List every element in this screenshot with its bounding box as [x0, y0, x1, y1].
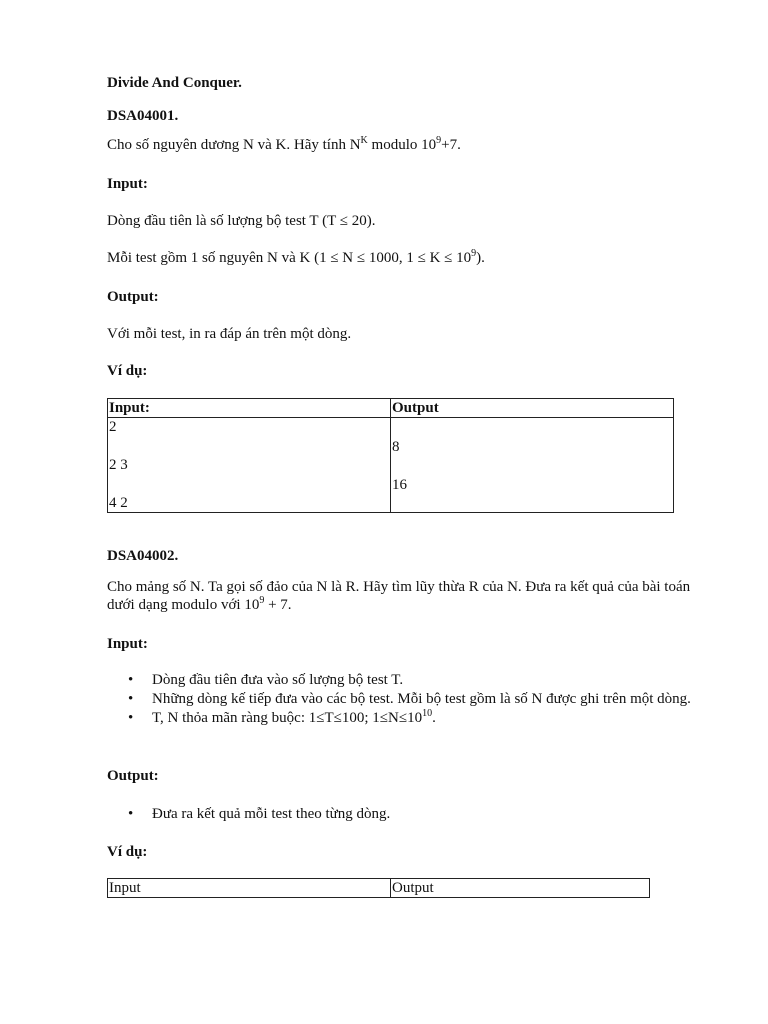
- table-row: [108, 418, 674, 513]
- input-heading-2: Input:: [107, 636, 148, 652]
- problem-statement-1: Cho số nguyên dương N và K. Hãy tính $N^K$ modulo $10^9+7$.: [107, 135, 461, 153]
- problem-statement-2: Cho mảng số N. Ta gọi số đảo của N là R. Hãy tìm lũy thừa R của N. Đưa ra kết quả của bài toán dưới dạng modulo với $10^9 + 7$.: [107, 579, 691, 613]
- table-header-row: [108, 879, 650, 898]
- input-heading-1: Input:: [107, 176, 148, 192]
- table-header-output: Output: [391, 879, 650, 898]
- output-value-line: 8: [392, 439, 400, 455]
- example-heading-1: Ví dụ:: [107, 363, 148, 379]
- output-heading-2: Output:: [107, 768, 159, 784]
- table-header-input: Input:: [108, 399, 391, 418]
- input-line-1b: Mỗi test gồm 1 số nguyên N và K (1 ≤ N ≤ 1000, $1 \le K \le 10^9$).: [107, 248, 485, 266]
- table-header-row: [108, 399, 674, 418]
- list-item: • Đưa ra kết quả mỗi test theo từng dòng.: [107, 805, 692, 824]
- table-header-input: Input: [108, 879, 391, 898]
- input-line-1a: Dòng đầu tiên là số lượng bộ test T (T ≤ 20).: [107, 213, 376, 229]
- list-item: • Những dòng kế tiếp đưa vào các bộ test. Mỗi bộ test gồm là số N được ghi trên một dòng.: [107, 690, 692, 709]
- example-table-2: [107, 878, 650, 898]
- input-value-line: 2 3: [109, 457, 128, 473]
- output-heading-1: Output:: [107, 289, 159, 305]
- list-item: • Dòng đầu tiên đưa vào số lượng bộ test T.: [107, 671, 692, 690]
- problem-code-1: DSA04001.: [107, 108, 179, 124]
- input-value-line: 2: [109, 419, 117, 435]
- output-line-1: Với mỗi test, in ra đáp án trên một dòng.: [107, 326, 352, 342]
- output-value-line: 16: [392, 477, 407, 493]
- document-title: Divide And Conquer.: [107, 75, 242, 91]
- table-cell-output: [391, 418, 674, 513]
- example-heading-2: Ví dụ:: [107, 844, 148, 860]
- problem-code-2: DSA04002.: [107, 548, 179, 564]
- input-value-line: 4 2: [109, 495, 128, 511]
- output-bullet-list-2: [107, 805, 692, 824]
- list-item: • T, N thỏa mãn ràng buộc: 1≤T≤100; $1\le N\le 10^{10}$.: [107, 709, 692, 728]
- input-bullet-list-2: [107, 671, 692, 728]
- example-table-1: [107, 398, 674, 513]
- table-cell-input: [108, 418, 391, 513]
- table-header-output: Output: [391, 399, 674, 418]
